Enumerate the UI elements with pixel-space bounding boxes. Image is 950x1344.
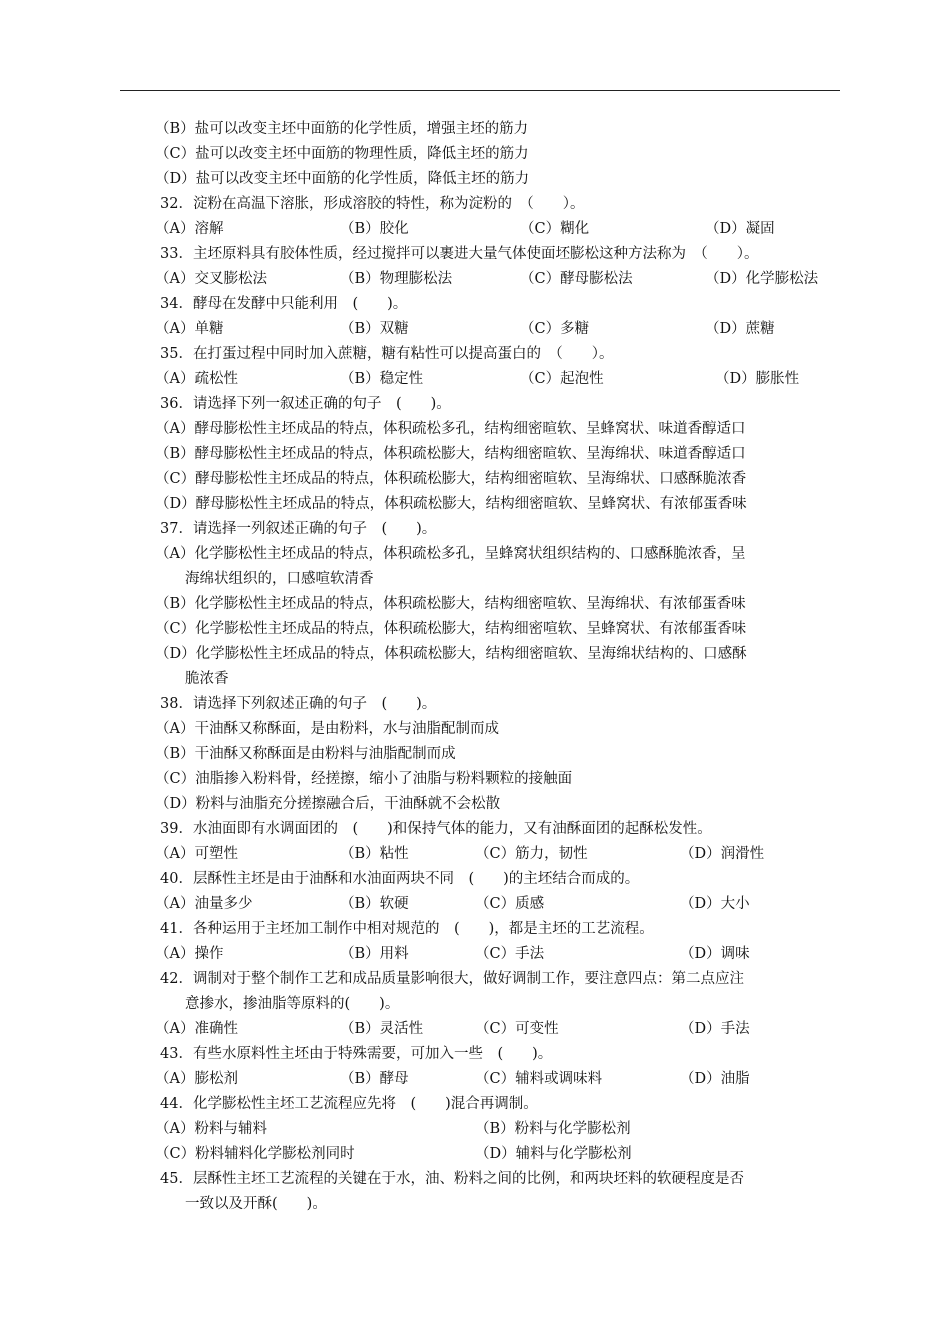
question-text: 36．请选择下列一叙述正确的句子 ( )。 — [160, 396, 451, 412]
option-text: （A）可塑性 — [155, 846, 238, 862]
question-text: 35．在打蛋过程中同时加入蔗糖，糖有粘性可以提高蛋白的 （ ）。 — [160, 346, 614, 362]
option-text: （A）交叉膨松法 — [155, 271, 267, 287]
option-line: （B）化学膨松性主坯成品的特点，体积疏松膨大，结构细密喧软、呈海绵状、有浓郁蛋香味 — [155, 596, 746, 612]
option-text: （D）蔗糖 — [705, 321, 775, 337]
options-row — [155, 217, 845, 242]
option-text: （B）软硬 — [340, 896, 409, 912]
option-text: （C）可变性 — [475, 1021, 559, 1037]
options-row — [155, 842, 845, 867]
option-text: （A）操作 — [155, 946, 224, 962]
option-line: （D）粉料与油脂充分搓擦融合后，干油酥就不会松散 — [155, 796, 501, 812]
option-text: （A）准确性 — [155, 1021, 238, 1037]
question-text: 37．请选择一列叙述正确的句子 ( )。 — [160, 521, 437, 537]
options-row — [155, 1142, 845, 1167]
question-text: 39．水油面即有水调面团的 ( )和保持气体的能力，又有油酥面团的起酥松发性。 — [160, 821, 712, 837]
continuation-text: 一致以及开酥( )。 — [185, 1196, 327, 1212]
option-text: （C）筋力，韧性 — [475, 846, 588, 862]
options-row — [155, 942, 845, 967]
question-text: 43．有些水原料性主坯由于特殊需要，可加入一些 ( )。 — [160, 1046, 553, 1062]
option-line: （B）盐可以改变主坯中面筋的化学性质，增强主坯的筋力 — [155, 121, 529, 137]
option-text: （D）膨胀性 — [715, 371, 800, 387]
option-text: （C）质感 — [475, 896, 545, 912]
continuation-text: 海绵状组织的，口感喧软清香 — [185, 571, 374, 587]
option-line: （C）酵母膨松性主坯成品的特点，体积疏松膨大，结构细密暄软、呈海绵状、口感酥脆浓香 — [155, 471, 747, 487]
option-text: （A）粉料与辅料 — [155, 1121, 267, 1137]
option-line: （A）干油酥又称酥面，是由粉料，水与油脂配制而成 — [155, 721, 499, 737]
option-text: （A）油量多少 — [155, 896, 253, 912]
option-text: （C）手法 — [475, 946, 545, 962]
question-text: 38．请选择下列叙述正确的句子 ( )。 — [160, 696, 437, 712]
option-line: （C）化学膨松性主坯成品的特点，体积疏松膨大，结构细密喧软、呈蜂窝状、有浓郁蛋香味 — [155, 621, 747, 637]
question-text: 42．调制对于整个制作工艺和成品质量影响很大，做好调制工作，要注意四点：第二点应注 — [160, 971, 744, 987]
option-text: （C）起泡性 — [520, 371, 604, 387]
option-text: （B）胶化 — [340, 221, 409, 237]
option-text: （B）双糖 — [340, 321, 409, 337]
option-text: （B）粉料与化学膨松剂 — [475, 1121, 631, 1137]
option-text: （D）润滑性 — [680, 846, 765, 862]
options-row — [155, 267, 845, 292]
question-text: 41．各种运用于主坯加工制作中相对规范的 ( )，都是主坯的工艺流程。 — [160, 921, 654, 937]
option-text: （A）溶解 — [155, 221, 224, 237]
option-line: （D）化学膨松性主坯成品的特点，体积疏松膨大，结构细密暄软、呈海绵状结构的、口感酥 — [155, 646, 747, 662]
question-text: 44．化学膨松性主坯工艺流程应先将 ( )混合再调制。 — [160, 1096, 538, 1112]
option-text: （A）疏松性 — [155, 371, 238, 387]
option-line: （D）盐可以改变主坯中面筋的化学性质，降低主坯的筋力 — [155, 171, 530, 187]
option-line: （A）化学膨松性主坯成品的特点，体积疏松多孔，呈蜂窝状组织结构的、口感酥脆浓香，呈 — [155, 546, 746, 562]
options-row — [155, 1017, 845, 1042]
options-row — [155, 892, 845, 917]
option-text: （D）调味 — [680, 946, 750, 962]
option-text: （D）油脂 — [680, 1071, 750, 1087]
option-text: （B）酵母 — [340, 1071, 409, 1087]
option-text: （D）凝固 — [705, 221, 775, 237]
option-text: （B）用料 — [340, 946, 409, 962]
option-text: （B）物理膨松法 — [340, 271, 453, 287]
exam-questions — [155, 117, 845, 1217]
option-text: （A）单糖 — [155, 321, 224, 337]
option-text: （D）化学膨松法 — [705, 271, 819, 287]
option-line: （C）油脂掺入粉料骨，经搓擦，缩小了油脂与粉料颗粒的接触面 — [155, 771, 573, 787]
option-text: （D）大小 — [680, 896, 750, 912]
continuation-text: 意掺水，掺油脂等原料的( )。 — [185, 996, 400, 1012]
option-line: （D）酵母膨松性主坯成品的特点，体积疏松膨大，结构细密暄软、呈蜂窝状、有浓郁蛋香味 — [155, 496, 747, 512]
options-row — [155, 317, 845, 342]
option-text: （C）粉料辅料化学膨松剂同时 — [155, 1146, 355, 1162]
options-row — [155, 367, 845, 392]
question-text: 34．酵母在发酵中只能利用 ( )。 — [160, 296, 408, 312]
option-text: （C）辅料或调味料 — [475, 1071, 603, 1087]
question-text: 40．层酥性主坯是由于油酥和水油面两块不同 ( )的主坯结合而成的。 — [160, 871, 640, 887]
option-line: （B）干油酥又称酥面是由粉料与油脂配制而成 — [155, 746, 456, 762]
option-text: （B）灵活性 — [340, 1021, 424, 1037]
option-text: （B）粘性 — [340, 846, 409, 862]
option-text: （C）糊化 — [520, 221, 590, 237]
option-line: （B）酵母膨松性主坯成品的特点，体积疏松膨大，结构细密暄软、呈海绵状、味道香醇适口 — [155, 446, 746, 462]
option-text: （C）多糖 — [520, 321, 590, 337]
question-text: 33．主坯原料具有胶体性质，经过搅拌可以裹进大量气体使面坯膨松这种方法称为 （ ）。 — [160, 246, 759, 262]
option-text: （B）稳定性 — [340, 371, 424, 387]
option-text: （D）辅料与化学膨松剂 — [475, 1146, 632, 1162]
option-text: （D）手法 — [680, 1021, 750, 1037]
options-row — [155, 1117, 845, 1142]
option-line: （C）盐可以改变主坯中面筋的物理性质，降低主坯的筋力 — [155, 146, 529, 162]
question-text: 32．淀粉在高温下溶胀，形成溶胶的特性，称为淀粉的 （ ）。 — [160, 196, 585, 212]
option-text: （A）膨松剂 — [155, 1071, 238, 1087]
options-row — [155, 1067, 845, 1092]
question-text: 45．层酥性主坯工艺流程的关键在于水，油、粉料之间的比例，和两块坯料的软硬程度是否 — [160, 1171, 744, 1187]
continuation-text: 脆浓香 — [185, 671, 229, 687]
option-text: （C）酵母膨松法 — [520, 271, 633, 287]
option-line: （A）酵母膨松性主坯成品的特点，体积疏松多孔，结构细密暄软、呈蜂窝状、味道香醇适口 — [155, 421, 746, 437]
header-rule — [120, 90, 840, 91]
